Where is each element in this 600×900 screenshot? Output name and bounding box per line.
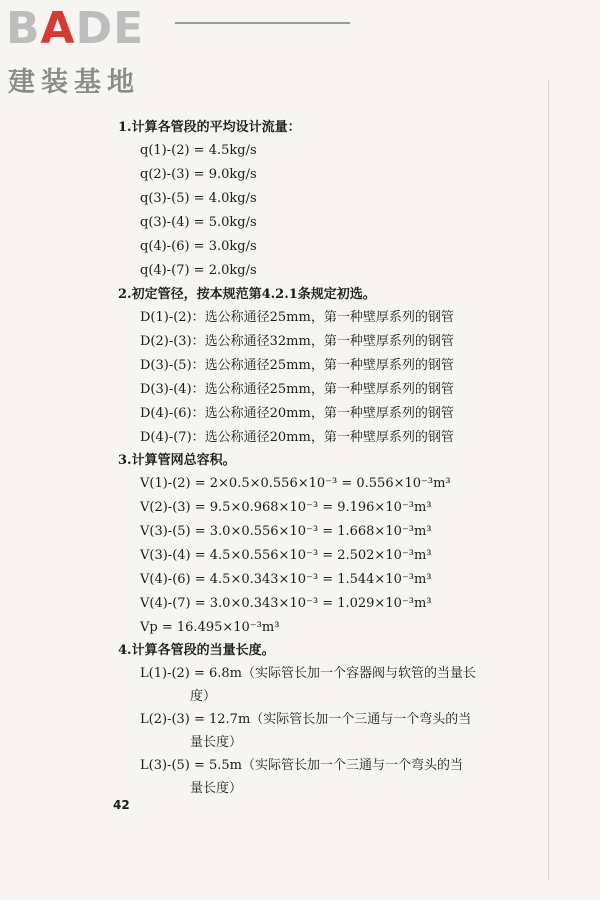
length-line: L(2)-(3) = 12.7m（实际管长加一个三通与一个弯头的当 (140, 712, 472, 727)
volume-line: V(4)-(6) = 4.5×0.343×10⁻³ = 1.544×10⁻³m³ (140, 572, 432, 587)
flow-line: q(4)-(6) = 3.0kg/s (140, 239, 257, 254)
diameter-line: D(4)-(7)：选公称通径20mm，第一种壁厚系列的钢管 (140, 430, 454, 445)
length-line-continued: 量长度） (190, 735, 243, 750)
flow-line: q(3)-(4) = 5.0kg/s (140, 215, 257, 230)
length-line: L(3)-(5) = 5.5m（实际管长加一个三通与一个弯头的当 (140, 758, 464, 773)
logo-subtitle: 建装基地 (8, 67, 140, 98)
logo (6, 2, 144, 56)
diameter-line: D(4)-(6)：选公称通径20mm，第一种壁厚系列的钢管 (140, 406, 454, 421)
diameter-line: D(3)-(5)：选公称通径25mm，第一种壁厚系列的钢管 (140, 358, 454, 373)
section-1-heading: 1.计算各管段的平均设计流量： (118, 120, 301, 135)
flow-line: q(1)-(2) = 4.5kg/s (140, 143, 257, 158)
section-2-heading: 2.初定管径，按本规范第4.2.1条规定初选。 (118, 287, 376, 302)
logo-suffix: DE (75, 3, 145, 54)
length-line-continued: 度） (190, 689, 217, 704)
volume-line: V(3)-(5) = 3.0×0.556×10⁻³ = 1.668×10⁻³m³ (140, 524, 432, 539)
logo-accent: A (40, 3, 76, 54)
section-3-heading: 3.计算管网总容积。 (118, 453, 236, 468)
total-volume-line: Vp = 16.495×10⁻³m³ (140, 620, 280, 635)
volume-line: V(1)-(2) = 2×0.5×0.556×10⁻³ = 0.556×10⁻³m³ (140, 476, 451, 491)
diameter-line: D(2)-(3)：选公称通径32mm，第一种壁厚系列的钢管 (140, 334, 454, 349)
length-line: L(1)-(2) = 6.8m（实际管长加一个容器阀与软管的当量长 (140, 666, 477, 681)
diameter-line: D(3)-(4)：选公称通径25mm，第一种壁厚系列的钢管 (140, 382, 454, 397)
flow-line: q(2)-(3) = 9.0kg/s (140, 167, 257, 182)
flow-line: q(3)-(5) = 4.0kg/s (140, 191, 257, 206)
volume-line: V(3)-(4) = 4.5×0.556×10⁻³ = 2.502×10⁻³m³ (140, 548, 432, 563)
logo-prefix: B (6, 3, 41, 54)
page-edge-line (548, 80, 549, 880)
length-line-continued: 量长度） (190, 781, 243, 796)
flow-line: q(4)-(7) = 2.0kg/s (140, 263, 257, 278)
page-number: 42 (113, 798, 130, 812)
section-4-heading: 4.计算各管段的当量长度。 (118, 643, 275, 658)
volume-line: V(4)-(7) = 3.0×0.343×10⁻³ = 1.029×10⁻³m³ (140, 596, 432, 611)
volume-line: V(2)-(3) = 9.5×0.968×10⁻³ = 9.196×10⁻³m³ (140, 500, 432, 515)
logo-rule (175, 22, 350, 24)
diameter-line: D(1)-(2)：选公称通径25mm，第一种壁厚系列的钢管 (140, 310, 454, 325)
